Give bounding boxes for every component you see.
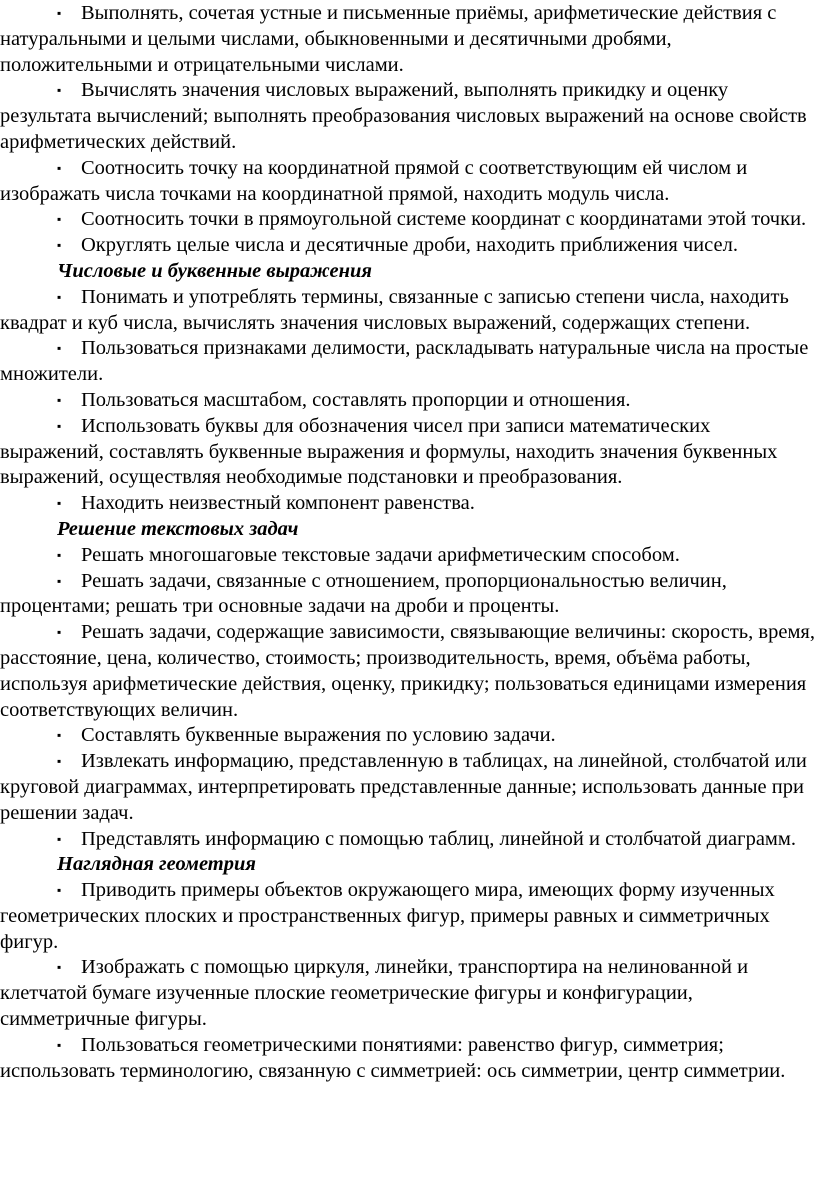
bullet-square-icon: ▪ <box>57 6 62 20</box>
bullet-square-icon: ▪ <box>57 289 62 304</box>
bullet-square-icon: ▪ <box>57 754 62 769</box>
list-item <box>0 156 816 208</box>
bullet-square-icon: ▪ <box>57 547 62 562</box>
list-item-text: Пользоваться геометрическими понятиями: равенство фигур, симметрия; использовать терминологию, связанную с симметрией: ось симметрии, центр симметрии. <box>0 1033 786 1082</box>
list-item-text: Выполнять, сочетая устные и письменные приёмы, арифметические действия с натуральными и целыми числами, обыкновенными и десятичными дробями, положительными и отрицательными числами. <box>0 2 777 76</box>
bullet-square-icon: ▪ <box>57 160 62 175</box>
list-item-text: Решать задачи, содержащие зависимости, связывающие величины: скорость, время, расстояние, цена, количество, стоимость; производительность, время, объёма работы, используя арифметические действия, оценку, прикидку; пользоваться единицами измерения соответствующих величин. <box>0 621 815 721</box>
list-item <box>0 491 816 517</box>
list-item <box>0 336 816 388</box>
list-item-text: Извлекать информацию, представленную в таблицах, на линейной, столбчатой или круговой диаграммах, интерпретировать представленные данные; использовать данные при решении задач. <box>0 750 807 824</box>
list-item <box>0 878 816 955</box>
bullet-square-icon: ▪ <box>57 573 62 588</box>
list-item-text: Использовать буквы для обозначения чисел при записи математических выражений, составлять буквенные выражения и формулы, находить значения буквенных выражений, осуществляя необходимые подстановки и преобразования. <box>0 414 778 489</box>
list-item-text: Вычислять значения числовых выражений, выполнять прикидку и оценку результата вычислений; выполнять преобразования числовых выражений на основе свойств арифметических действий. <box>0 79 807 153</box>
list-item <box>0 78 816 155</box>
document-body <box>0 1 816 1084</box>
list-item-text: Соотносить точки в прямоугольной системе координат с координатами этой точки. <box>81 208 807 231</box>
list-item-text: Находить неизвестный компонент равенства. <box>81 492 475 515</box>
list-item <box>0 749 816 826</box>
section-heading: Решение текстовых задач <box>57 517 299 540</box>
list-item <box>0 955 816 1032</box>
list-item-text: Приводить примеры объектов окружающего мира, имеющих форму изученных геометрических плоских и пространственных фигур, примеры равных и симметричных фигур. <box>0 879 775 953</box>
list-item <box>0 388 816 414</box>
list-item <box>0 1033 816 1085</box>
list-item <box>0 207 816 233</box>
list-item-text: Решать задачи, связанные с отношением, пропорциональностью величин, процентами; решать три основные задачи на дроби и проценты. <box>0 569 727 618</box>
list-item <box>0 1 816 78</box>
list-item-text: Изображать с помощью циркуля, линейки, транспортира на нелинованной и клетчатой бумаге изученные плоские геометрические фигуры и конфигурации, симметричные фигуры. <box>0 956 749 1031</box>
bullet-square-icon: ▪ <box>57 392 62 407</box>
list-item <box>0 543 816 569</box>
bullet-square-icon: ▪ <box>57 883 62 898</box>
list-item <box>0 233 816 259</box>
section-heading: Числовые и буквенные выражения <box>57 259 372 282</box>
bullet-square-icon: ▪ <box>57 238 62 253</box>
list-item-text: Составлять буквенные выражения по условию задачи. <box>81 724 556 747</box>
list-item <box>0 569 816 621</box>
bullet-square-icon: ▪ <box>57 418 62 433</box>
list-item <box>0 620 816 723</box>
list-item-text: Пользоваться масштабом, составлять пропорции и отношения. <box>81 388 631 411</box>
bullet-square-icon: ▪ <box>57 831 62 846</box>
bullet-square-icon: ▪ <box>57 625 62 640</box>
list-item-text: Представлять информацию с помощью таблиц, линейной и столбчатой диаграмм. <box>81 827 796 850</box>
bullet-square-icon: ▪ <box>57 1037 62 1052</box>
bullet-square-icon: ▪ <box>57 212 62 227</box>
list-item <box>0 827 816 853</box>
list-item-text: Соотносить точку на координатной прямой с соответствующим ей числом и изображать числа точками на координатной прямой, находить модуль числа. <box>0 156 748 205</box>
bullet-square-icon: ▪ <box>57 341 62 356</box>
list-item-text: Понимать и употреблять термины, связанные с записью степени числа, находить квадрат и куб числа, вычислять значения числовых выражений, содержащих степени. <box>0 285 789 334</box>
list-item <box>0 285 816 337</box>
list-item <box>0 723 816 749</box>
bullet-square-icon: ▪ <box>57 728 62 743</box>
list-item-text: Округлять целые числа и десятичные дроби, находить приближения чисел. <box>81 234 738 257</box>
list-item-text: Решать многошаговые текстовые задачи арифметическим способом. <box>81 543 680 566</box>
list-item-text: Пользоваться признаками делимости, раскладывать натуральные числа на простые множители. <box>0 337 809 386</box>
bullet-square-icon: ▪ <box>57 960 62 975</box>
bullet-square-icon: ▪ <box>57 496 62 511</box>
bullet-square-icon: ▪ <box>57 83 62 98</box>
section-heading: Наглядная геометрия <box>57 853 256 876</box>
list-item <box>0 414 816 491</box>
